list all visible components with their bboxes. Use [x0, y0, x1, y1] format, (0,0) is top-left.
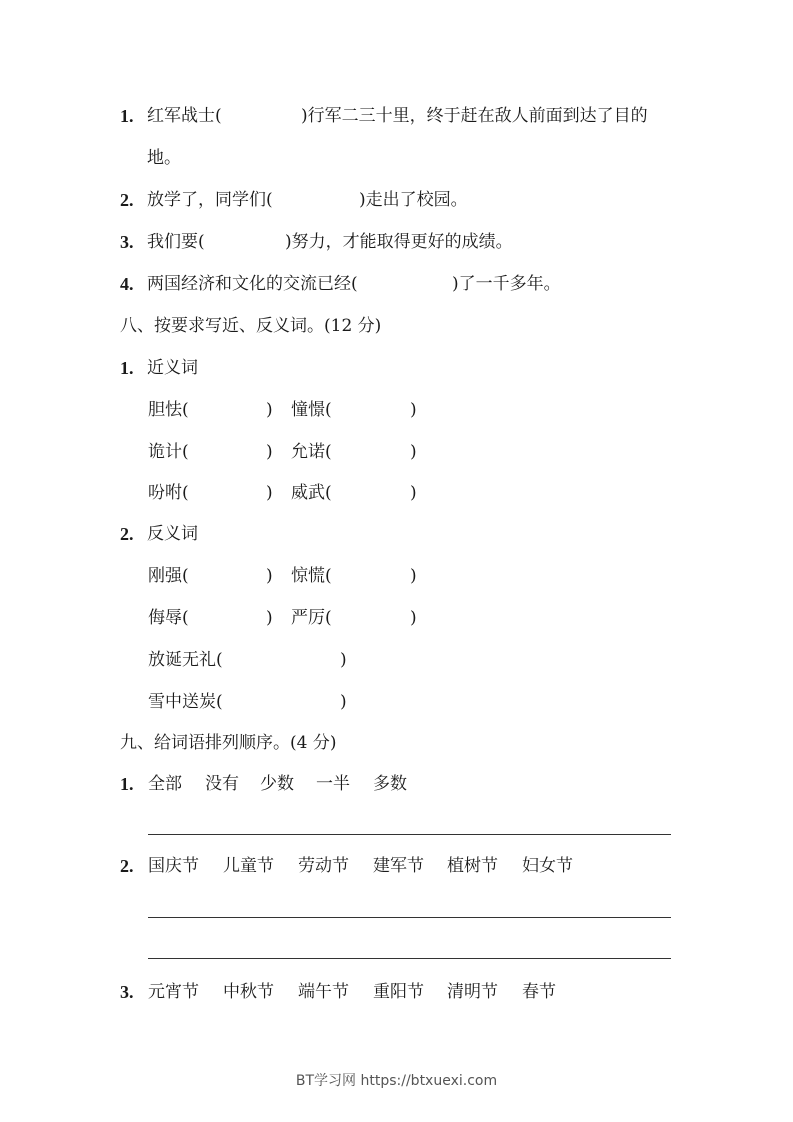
word: 儿童节: [223, 856, 274, 876]
item-number: 4.: [120, 274, 134, 294]
bracket-close: ): [340, 692, 347, 712]
bracket-close: ): [266, 483, 273, 503]
word-prompt: 吩咐(: [148, 483, 189, 503]
section-heading-text: 九、给词语排列顺序。(4 分): [120, 733, 337, 753]
idiom-prompt: 雪中送炭(: [148, 692, 223, 712]
word: 中秋节: [223, 982, 274, 1002]
item-number: 2.: [120, 190, 134, 210]
question-text-before: 我们要(: [147, 232, 205, 252]
question-text-after: )努力，才能取得更好的成绩。: [285, 232, 513, 252]
answer-line[interactable]: [148, 958, 671, 959]
item-number: 3.: [120, 982, 134, 1002]
word-prompt: 允诺(: [291, 442, 332, 462]
answer-line[interactable]: [148, 917, 671, 918]
word-prompt: 严厉(: [291, 608, 332, 628]
question-text-after: )行军二三十里，终于赶在敌人前面到达了目的: [301, 106, 648, 126]
word: 重阳节: [373, 982, 424, 1002]
item-number: 1.: [120, 358, 134, 378]
item-number: 2.: [120, 856, 134, 876]
question-text-before: 两国经济和文化的交流已经(: [147, 274, 358, 294]
bracket-close: ): [410, 483, 417, 503]
bracket-close: ): [410, 608, 417, 628]
word-prompt: 刚强(: [148, 566, 189, 586]
word-prompt: 憧憬(: [291, 400, 332, 420]
question-text-before: 红军战士(: [147, 106, 222, 126]
question-text-before: 放学了，同学们(: [147, 190, 273, 210]
item-number: 1.: [120, 106, 134, 126]
word: 全部: [148, 774, 182, 794]
word-prompt: 惊慌(: [291, 566, 332, 586]
word: 元宵节: [148, 982, 199, 1002]
antonyms-label: 反义词: [147, 524, 198, 544]
item-number: 3.: [120, 232, 134, 252]
word: 少数: [260, 774, 294, 794]
answer-line[interactable]: [148, 834, 671, 835]
bracket-close: ): [266, 566, 273, 586]
word: 多数: [373, 774, 407, 794]
word: 一半: [316, 774, 350, 794]
word-prompt: 诡计(: [148, 442, 189, 462]
word: 没有: [205, 774, 239, 794]
word-prompt: 胆怯(: [148, 400, 189, 420]
word: 国庆节: [148, 856, 199, 876]
bracket-close: ): [266, 608, 273, 628]
word: 清明节: [447, 982, 498, 1002]
word: 春节: [522, 982, 556, 1002]
word-prompt: 威武(: [291, 483, 332, 503]
word: 建军节: [373, 856, 424, 876]
idiom-prompt: 放诞无礼(: [148, 650, 223, 670]
bracket-close: ): [266, 400, 273, 420]
bracket-close: ): [340, 650, 347, 670]
section-heading-text: 八、按要求写近、反义词。(12 分): [120, 316, 382, 336]
word: 植树节: [447, 856, 498, 876]
question-text-after: )了一千多年。: [452, 274, 561, 294]
bracket-close: ): [410, 400, 417, 420]
bracket-close: ): [410, 442, 417, 462]
question-text-continuation: 地。: [147, 148, 181, 168]
word: 端午节: [298, 982, 349, 1002]
bracket-close: ): [410, 566, 417, 586]
synonyms-label: 近义词: [147, 358, 198, 378]
bracket-close: ): [266, 442, 273, 462]
item-number: 1.: [120, 774, 134, 794]
word: 劳动节: [298, 856, 349, 876]
word: 妇女节: [522, 856, 573, 876]
footer-watermark: BT学习网 https://btxuexi.com: [295, 1073, 498, 1089]
word-prompt: 侮辱(: [148, 608, 189, 628]
item-number: 2.: [120, 524, 134, 544]
question-text-after: )走出了校园。: [359, 190, 468, 210]
